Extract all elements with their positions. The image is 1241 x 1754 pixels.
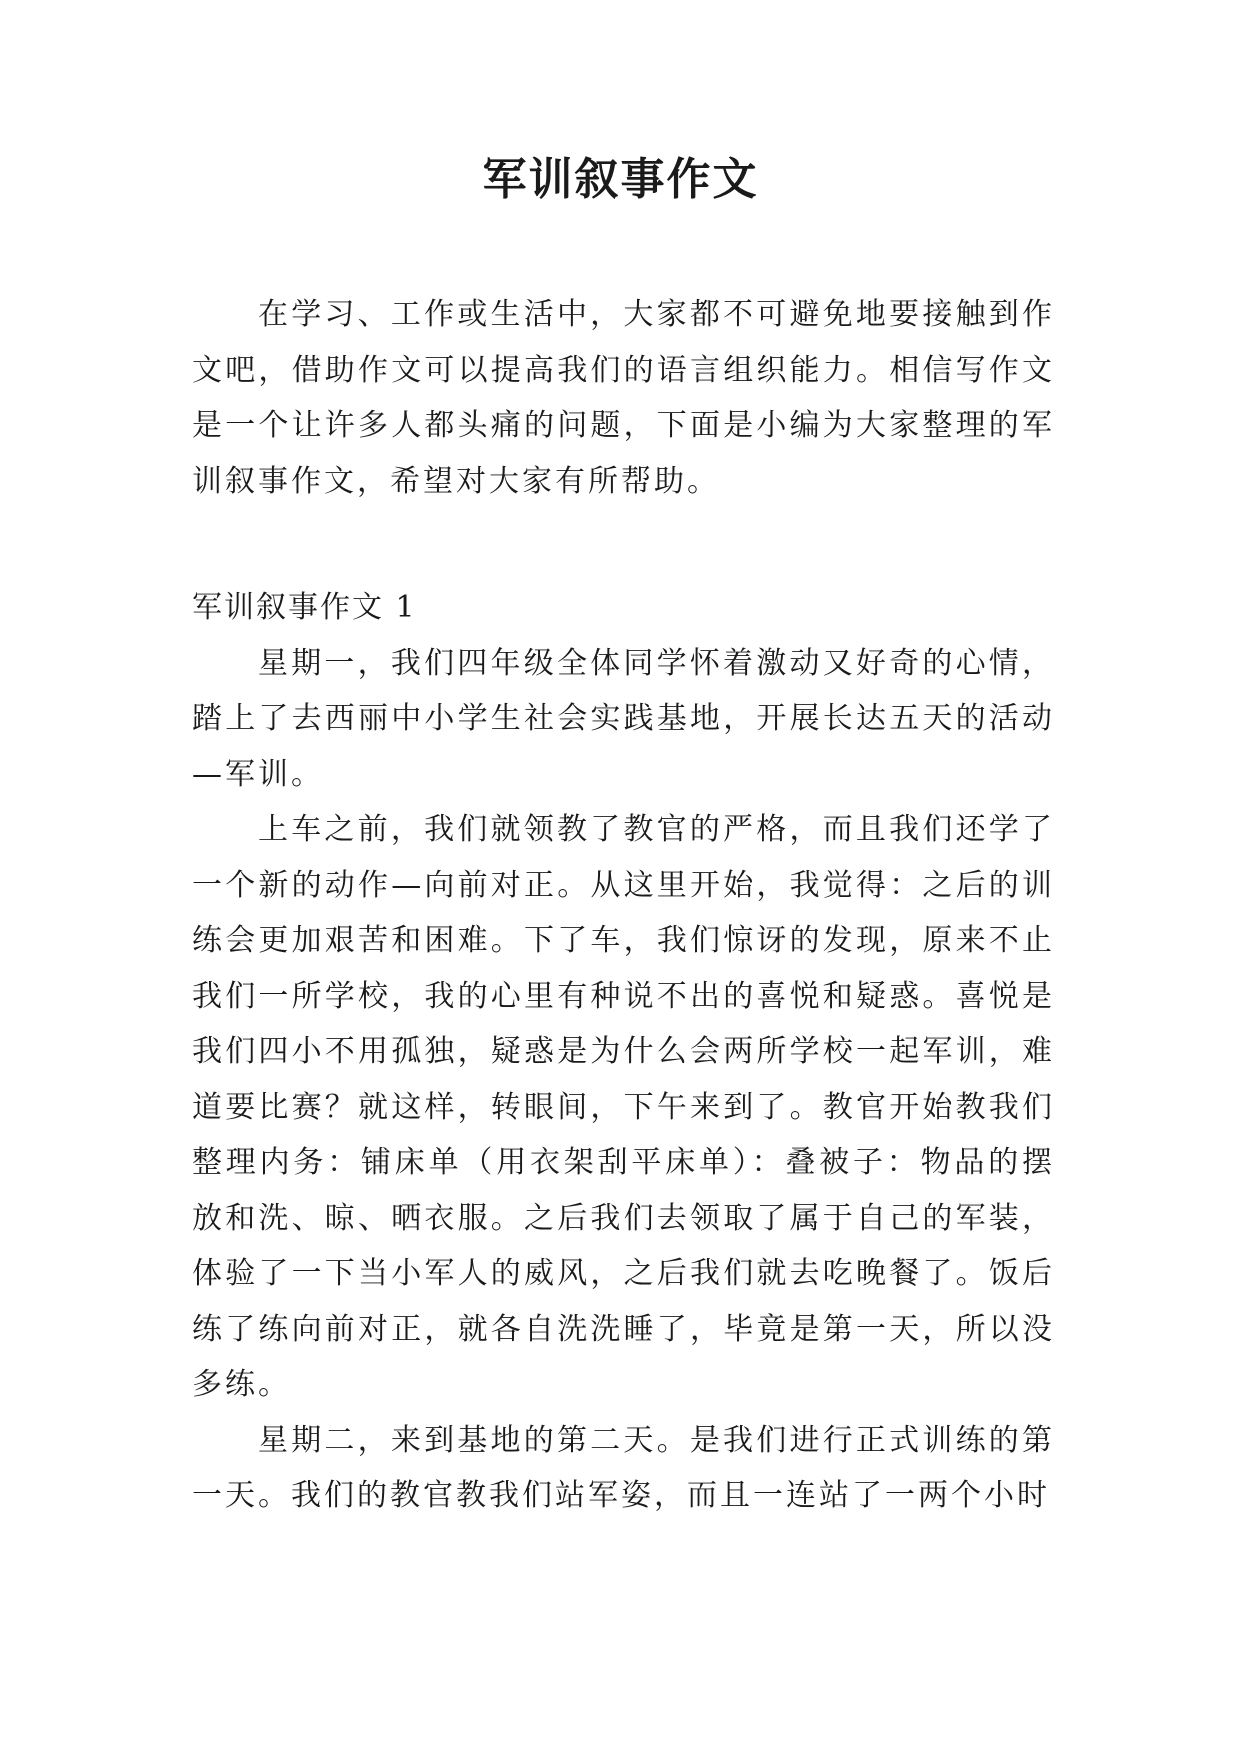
essay-paragraph-2: 上车之前，我们就领教了教官的严格，而且我们还学了一个新的动作—向前对正。从这里开始，我觉得：之后的训练会更加艰苦和困难。下了车，我们惊讶的发现，原来不止我们一所学校，我的心里有种说不出的喜悦和疑惑。喜悦是我们四小不用孤独，疑惑是为什么会两所学校一起军训，难道要比赛？就这样，转眼间，下午来到了。教官开始教我们整理内务：铺床单（用衣架刮平床单）：叠被子：物品的摆放和洗、晾、晒衣服。之后我们去领取了属于自己的军装，体验了一下当小军人的威风，之后我们就去吃晚餐了。饭后练了练向前对正，就各自洗洗睡了，毕竟是第一天，所以没多练。 [192, 812, 1055, 1402]
section-heading: 军训叙事作文 1 [192, 590, 417, 625]
essay-section [192, 580, 1055, 1524]
document-title: 军训叙事作文 [482, 154, 759, 205]
essay-paragraph-3: 星期二，来到基地的第二天。是我们进行正式训练的第一天。我们的教官教我们站军姿，而且一连站了一两个小时 [192, 1422, 1055, 1513]
intro-section [192, 287, 1055, 509]
intro-paragraph: 在学习、工作或生活中，大家都不可避免地要接触到作文吧，借助作文可以提高我们的语言组织能力。相信写作文是一个让许多人都头痛的问题，下面是小编为大家整理的军训叙事作文，希望对大家有所帮助。 [192, 297, 1055, 499]
essay-paragraph-1: 星期一，我们四年级全体同学怀着激动又好奇的心情，踏上了去西丽中小学生社会实践基地，开展长达五天的活动—军训。 [192, 645, 1055, 792]
